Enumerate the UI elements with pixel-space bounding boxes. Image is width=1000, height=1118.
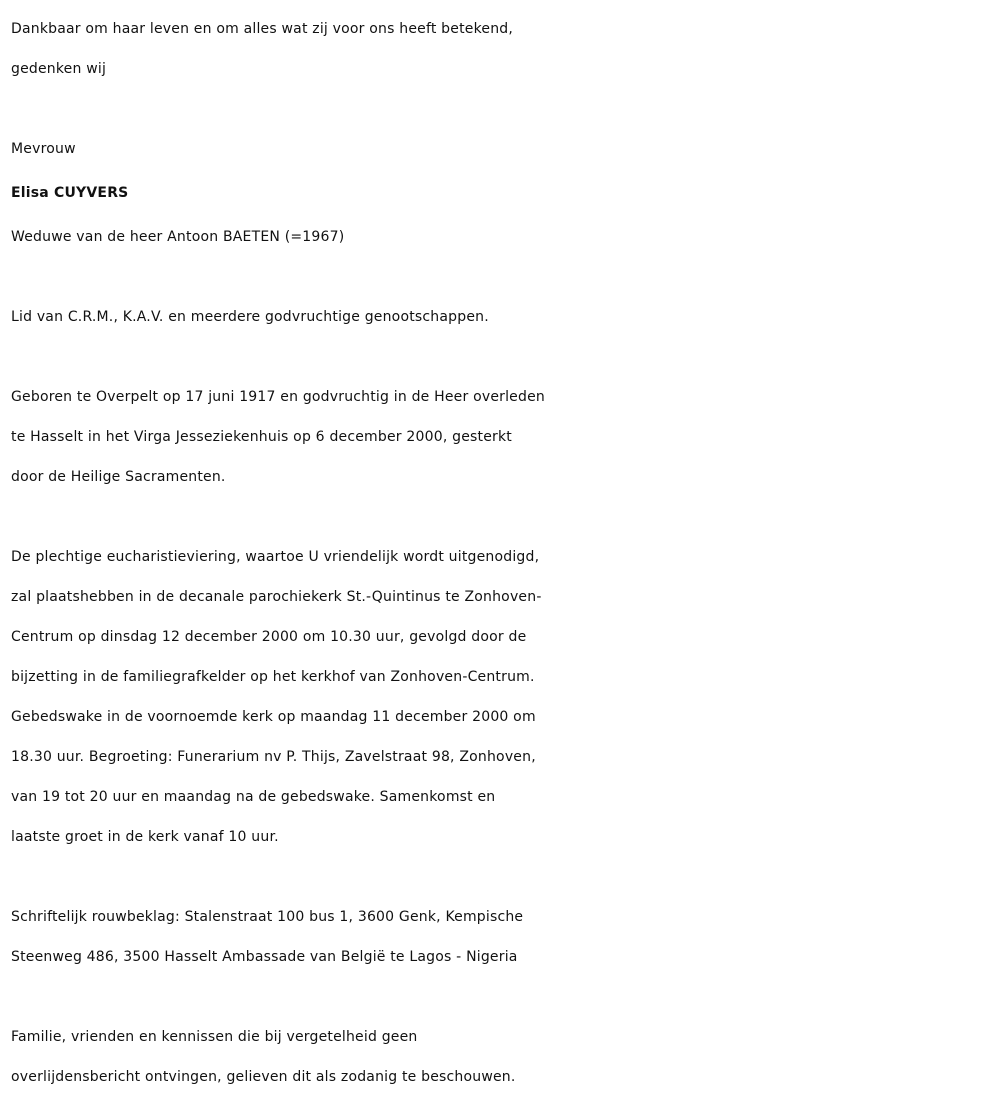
intro-line: gedenken wij [11,61,107,77]
closing-line: Familie, vrienden en kennissen die bij vergetelheid geen [11,1029,418,1045]
spacer [11,977,1000,1017]
intro-line: Dankbaar om haar leven en om alles wat zij voor ons heeft betekend, [11,21,514,37]
membership-paragraph [11,297,1000,337]
condolence-line: Steenweg 486, 3500 Hasselt Ambassade van België te Lagos - Nigeria [11,949,518,965]
closing-line: overlijdensbericht ontvingen, gelieven dit als zodanig te beschouwen. [11,1069,516,1085]
ceremony-line: zal plaatshebben in de decanale parochiekerk St.-Quintinus te Zonhoven- [11,589,542,605]
ceremony-line: van 19 tot 20 uur en maandag na de gebedswake. Samenkomst en [11,789,496,805]
ceremony-line: De plechtige eucharistieviering, waartoe U vriendelijk wordt uitgenodigd, [11,549,540,565]
ceremony-paragraph [11,537,1000,857]
birth-death-paragraph [11,377,1000,497]
spacer [11,257,1000,297]
ceremony-line: Centrum op dinsdag 12 december 2000 om 10.30 uur, gevolgd door de [11,629,527,645]
condolence-paragraph [11,897,1000,977]
ceremony-line: bijzetting in de familiegrafkelder op het kerkhof van Zonhoven-Centrum. [11,669,535,685]
ceremony-line: Gebedswake in de voornoemde kerk op maandag 11 december 2000 om [11,709,536,725]
closing-paragraph [11,1017,1000,1097]
honorific-title: Mevrouw [11,141,76,157]
condolence-line: Schriftelijk rouwbeklag: Stalenstraat 100 bus 1, 3600 Genk, Kempische [11,909,524,925]
spacer [11,857,1000,897]
widow-of-line: Weduwe van de heer Antoon BAETEN (=1967) [11,229,345,245]
birth-death-line: door de Heilige Sacramenten. [11,469,226,485]
birth-death-line: te Hasselt in het Virga Jesseziekenhuis op 6 december 2000, gesterkt [11,429,512,445]
ceremony-line: 18.30 uur. Begroeting: Funerarium nv P. Thijs, Zavelstraat 98, Zonhoven, [11,749,536,765]
membership-line: Lid van C.R.M., K.A.V. en meerdere godvruchtige genootschappen. [11,309,489,325]
intro-paragraph [11,9,1000,89]
spacer [11,497,1000,537]
ceremony-line: laatste groet in de kerk vanaf 10 uur. [11,829,279,845]
deceased-name: Elisa CUYVERS [11,185,129,201]
birth-death-line: Geboren te Overpelt op 17 juni 1917 en godvruchtig in de Heer overleden [11,389,545,405]
spacer [11,337,1000,377]
